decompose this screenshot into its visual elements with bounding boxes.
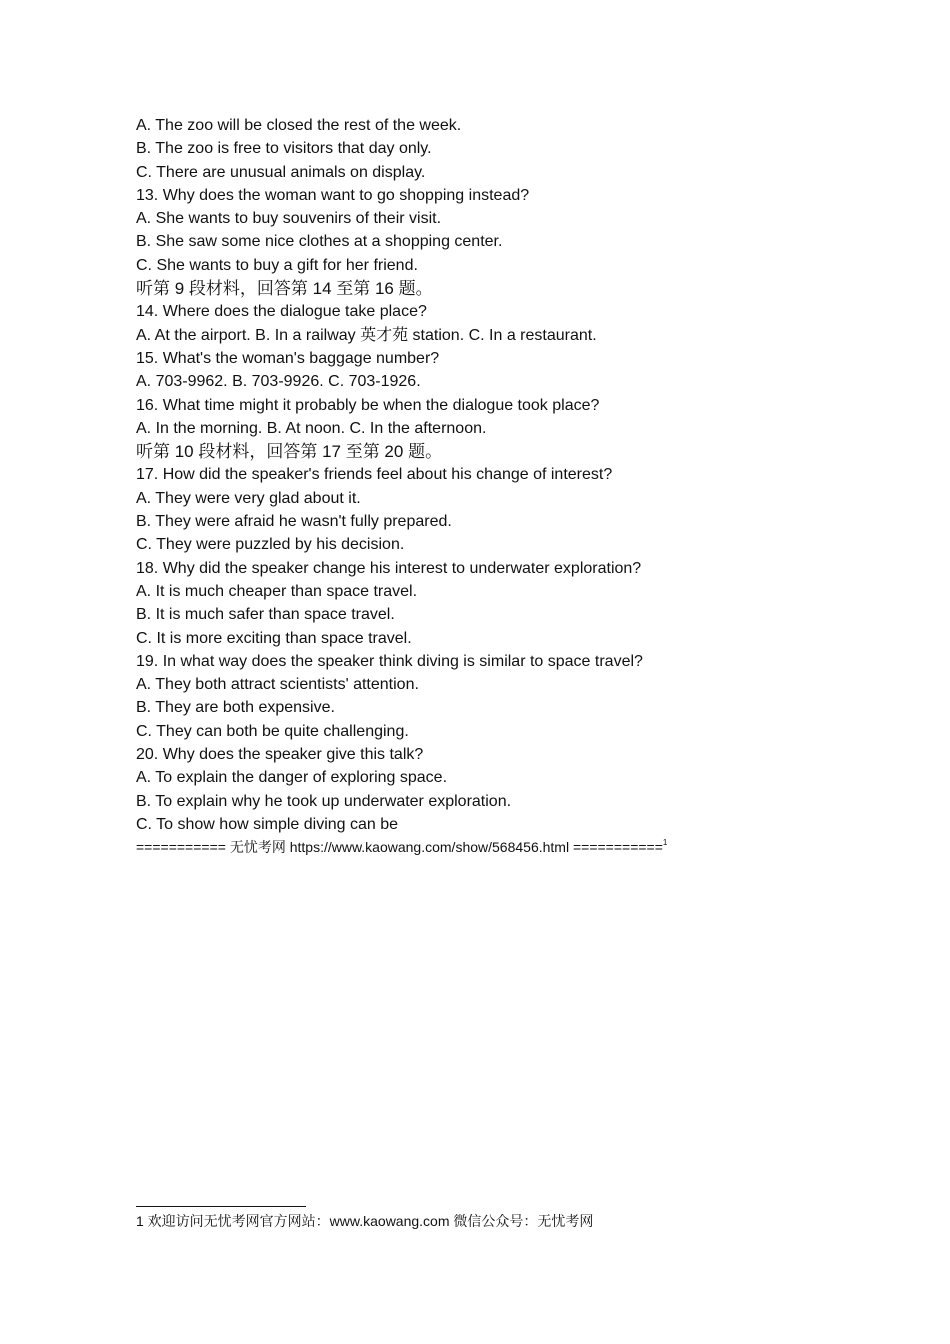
question-line: 15. What's the woman's baggage number? [136,349,440,367]
answer-option-line: B. She saw some nice clothes at a shopping center. [136,233,503,251]
answer-option-line: A. At the airport. B. In a railway 英才苑 station. C. In a restaurant. [136,326,597,344]
question-line: 16. What time might it probably be when the dialogue took place? [136,396,600,414]
question-line: 19. In what way does the speaker think diving is similar to space travel? [136,652,643,670]
answer-option-line: A. 703-9962. B. 703-9926. C. 703-1926. [136,373,421,391]
answer-option-line: B. It is much safer than space travel. [136,606,395,624]
answer-option-line: A. It is much cheaper than space travel. [136,582,418,600]
answer-option-line: B. The zoo is free to visitors that day only. [136,140,432,158]
answer-option-line: C. She wants to buy a gift for her friend. [136,256,418,274]
answer-option-line: A. They both attract scientists' attention. [136,676,419,694]
answer-option-line: C. There are unusual animals on display. [136,163,426,181]
answer-option-line: C. They were puzzled by his decision. [136,536,405,554]
answer-option-line: A. They were very glad about it. [136,489,361,507]
question-line: 14. Where does the dialogue take place? [136,303,427,321]
answer-option-line: A. To explain the danger of exploring space. [136,769,448,787]
footnote-reference-mark: 1 [662,838,668,848]
answer-option-line: B. They are both expensive. [136,699,335,717]
document-body [136,114,816,859]
answer-option-line: A. In the morning. B. At noon. C. In the afternoon. [136,419,487,437]
question-line: 13. Why does the woman want to go shopping instead? [136,186,530,204]
footnote-text: 1 欢迎访问无忧考网官方网站：www.kaowang.com 微信公众号：无忧考网 [136,1213,594,1229]
section-instruction-line: 听第 9 段材料，回答第 14 至第 16 题。 [136,279,433,299]
question-line: 17. How did the speaker's friends feel about his change of interest? [136,466,613,484]
source-separator-text: =========== 无忧考网 https://www.kaowang.com/show/568456.html =========== [136,839,663,856]
answer-option-line: B. To explain why he took up underwater exploration. [136,792,512,810]
question-line: 18. Why did the speaker change his interest to underwater exploration? [136,559,642,577]
source-separator-line [136,836,816,859]
footnote-divider [136,1206,306,1207]
answer-option-line: C. To show how simple diving can be [136,815,399,833]
answer-option-line: C. They can both be quite challenging. [136,722,409,740]
answer-option-line: A. She wants to buy souvenirs of their visit. [136,210,442,228]
answer-option-line: B. They were afraid he wasn't fully prepared. [136,513,452,531]
answer-option-line: C. It is more exciting than space travel. [136,629,412,647]
answer-option-line: A. The zoo will be closed the rest of the week. [136,117,462,134]
section-instruction-line: 听第 10 段材料，回答第 17 至第 20 题。 [136,442,443,462]
question-line: 20. Why does the speaker give this talk? [136,746,424,764]
